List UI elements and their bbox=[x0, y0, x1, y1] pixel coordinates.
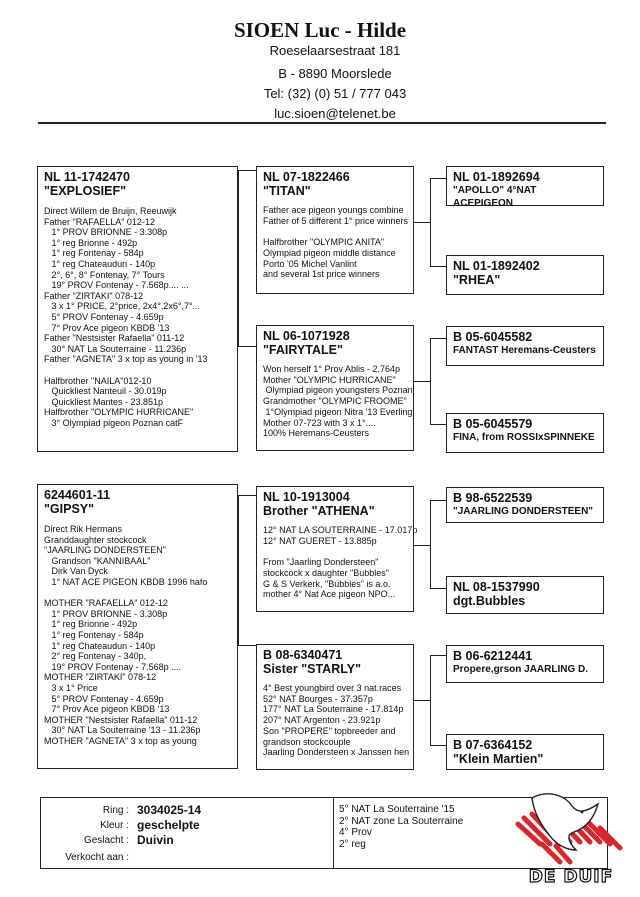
ssd-card bbox=[446, 255, 604, 295]
text-line: 3 x 1° PRICE, 2°price, 2x4°,2x6°,7°... bbox=[44, 301, 201, 312]
text-line: Olympiad pigeon middle distance bbox=[263, 247, 396, 258]
connector bbox=[430, 500, 431, 588]
connector bbox=[238, 495, 239, 645]
connector bbox=[238, 170, 256, 171]
address-city: B - 8890 Moorslede bbox=[278, 66, 392, 81]
connector bbox=[430, 424, 446, 425]
text-line: "JAARLING DONDERSTEEN" bbox=[44, 545, 166, 556]
email-address[interactable]: luc.sioen@telenet.be bbox=[274, 106, 396, 121]
connector bbox=[238, 645, 256, 646]
ddd-ring: B 07-6364152 bbox=[453, 738, 533, 752]
connector bbox=[430, 500, 446, 501]
text-line: 1° NAT ACE PIGEON KBDB 1996 hafo bbox=[44, 576, 208, 587]
ddd-name: "Klein Martien" bbox=[453, 752, 544, 766]
text-line: 100% Heremans-Ceusters bbox=[263, 428, 370, 439]
text-line: 1° reg Fontenay - 584p bbox=[44, 629, 144, 640]
text-line: 7° Prov Ace pigeon KBDB '13 bbox=[44, 322, 170, 333]
logo-text: DE DUIF bbox=[528, 867, 614, 887]
text-line bbox=[263, 546, 408, 557]
sold-label: Verkocht aan : bbox=[65, 852, 129, 863]
text-line: 1° reg Brionne - 492p bbox=[44, 237, 138, 248]
text-line: MOTHER "RAFAELLA" 012-12 bbox=[44, 598, 168, 609]
text-line: 7° Prov Ace pigeon KBDB '13 bbox=[44, 704, 170, 715]
dam-dam-name: Sister "STARLY" bbox=[263, 662, 361, 676]
text-line: Direct Willem de Bruijn, Reeuwijk bbox=[44, 206, 177, 216]
text-line: Quickliest Nanteuil - 30.019p bbox=[44, 386, 167, 397]
text-line: From "Jaarling Dondersteen" bbox=[263, 557, 379, 568]
sds-name: FANTAST Heremans-Ceusters bbox=[453, 345, 596, 356]
text-line: 1° reg Chateaudun - 140p bbox=[44, 640, 156, 651]
connector bbox=[238, 170, 239, 346]
text-line: Won herself 1° Prov Ablis - 2.764p bbox=[263, 364, 401, 374]
sire-dam-card bbox=[256, 325, 414, 451]
dss-ring: B 98-6522539 bbox=[453, 491, 533, 505]
ssd-name: "RHEA" bbox=[453, 273, 501, 287]
text-line: Father ace pigeon youngs combine bbox=[263, 205, 404, 215]
sire-sire-name: "TITAN" bbox=[263, 184, 311, 198]
text-line: 177° NAT La Souterraine - 17.814p bbox=[263, 704, 404, 715]
address-street: Roeselaarsestraat 181 bbox=[269, 43, 401, 58]
text-line: 1° reg Brionne - 492p bbox=[44, 619, 138, 630]
ring-value: 3034025-14 bbox=[137, 803, 202, 817]
dam-sire-notes bbox=[263, 525, 418, 600]
dds-ring: B 06-6212441 bbox=[453, 649, 533, 663]
text-line: 12° NAT LA SOUTERRAINE - 17.017p bbox=[263, 525, 418, 535]
text-line: 5° NAT La Souterraine '15 bbox=[339, 804, 455, 815]
dam-sire-card bbox=[256, 486, 418, 612]
dss-name: "JAARLING DONDERSTEEN" bbox=[453, 506, 594, 517]
dam-notes bbox=[44, 524, 232, 746]
text-line: 3° Olympiad pigeon Poznan catF bbox=[44, 417, 184, 428]
sire-dam-notes bbox=[263, 364, 413, 439]
text-line: Father "AGNETA" 3 x top as young in '13 bbox=[44, 354, 208, 365]
dam-dam-ring: B 08-6340471 bbox=[263, 648, 343, 662]
text-line: 2° reg Fontenay - 340p, bbox=[44, 651, 147, 662]
text-line bbox=[263, 226, 408, 237]
text-line: 2°, 6°, 8° Fontenay, 7° Tours bbox=[44, 269, 165, 280]
dsd-name: dgt.Bubbles bbox=[453, 594, 526, 608]
sss-name: "APOLLO" 4°NAT ACEPIGEON bbox=[453, 185, 537, 209]
text-line: Porto '05 Michel Vanlint bbox=[263, 258, 357, 269]
text-line: 2° NAT zone La Souterraine bbox=[339, 815, 464, 827]
dss-card bbox=[446, 487, 604, 523]
page-title: SIOEN Luc - Hilde bbox=[233, 18, 407, 42]
text-line: 1° reg Fontenay - 584p bbox=[44, 248, 144, 259]
ssd-ring: NL 01-1892402 bbox=[453, 259, 540, 273]
connector bbox=[238, 346, 256, 347]
text-line: Grandmother "OLYMPIC FROOME" bbox=[263, 396, 407, 407]
text-line: 3 x 1° Price bbox=[44, 682, 98, 693]
text-line: Father "ZIRTAKI" 078-12 bbox=[44, 290, 144, 301]
text-line: 1° reg Chateaudun - 140p bbox=[44, 258, 156, 269]
connector bbox=[430, 745, 446, 746]
text-line: 1° PROV BRIONNE - 3.308p bbox=[44, 608, 168, 619]
text-line: 4° Best youngbird over 3 nat.races bbox=[263, 683, 402, 693]
sire-dam-ring: NL 06-1071928 bbox=[263, 329, 350, 343]
sire-dam-name: "FAIRYTALE" bbox=[263, 343, 343, 357]
text-line: 19° PROV Fontenay - 7.568p.... ... bbox=[44, 280, 189, 291]
text-line: 1°Olympiad pigeon Nitra '13 Everling bbox=[263, 406, 413, 417]
ring-label: Ring : bbox=[102, 805, 129, 816]
dove-logo-icon bbox=[512, 784, 630, 888]
text-line: Halfbrother "OLYMPIC HURRICANE" bbox=[44, 407, 194, 418]
text-line: 4° Prov bbox=[339, 827, 372, 838]
dds-name: Propere,grson JAARLING D. bbox=[453, 664, 589, 675]
connector bbox=[430, 588, 446, 589]
text-line: Halfbrother "OLYMPIC ANITA" bbox=[263, 237, 385, 248]
color-label: Kleur : bbox=[100, 820, 129, 831]
dam-sire-ring: NL 10-1913004 bbox=[263, 490, 350, 504]
connector bbox=[430, 266, 446, 267]
text-line: 5° PROV Fontenay - 4.659p bbox=[44, 693, 164, 704]
text-line: G & S Verkerk, "Bubbles" is a.o. bbox=[263, 578, 391, 589]
text-line: Dirk Van Dyck bbox=[44, 566, 108, 577]
color-value: geschelpte bbox=[137, 818, 200, 832]
text-line: mother 4° Nat Ace pigeon NPO... bbox=[263, 589, 396, 600]
text-line: Quickliest Mantes - 23.851p bbox=[44, 396, 164, 407]
text-line: 12° NAT GUERET - 13.885p bbox=[263, 535, 377, 546]
sire-ring: NL 11-1742470 bbox=[44, 170, 130, 184]
text-line: Father "Nestsister Rafaella" 011-12 bbox=[44, 333, 185, 344]
text-line: Father of 5 different 1° price winners bbox=[263, 215, 409, 226]
text-line: stockcock x daughter "Bubbles" bbox=[263, 567, 389, 578]
connector bbox=[430, 338, 431, 424]
text-line: 1° PROV BRIONNE - 3.308p bbox=[44, 227, 168, 238]
results-list bbox=[339, 804, 463, 850]
sds-ring: B 05-6045582 bbox=[453, 330, 533, 344]
dam-name: "GIPSY" bbox=[44, 502, 95, 516]
dam-sire-name: Brother "ATHENA" bbox=[263, 504, 375, 518]
connector bbox=[414, 700, 430, 701]
connector bbox=[238, 495, 256, 496]
connector bbox=[414, 381, 430, 382]
sire-name: "EXPLOSIEF" bbox=[44, 184, 127, 198]
sdd-name: FINA, from ROSSIxSPINNEKE bbox=[453, 432, 595, 443]
text-line: Olympiad pigeon youngsters Poznan bbox=[263, 385, 413, 396]
text-line: 19° PROV Fontenay - 7.568p .... bbox=[44, 661, 182, 672]
text-line: Son "PROPERE" topbreeder and bbox=[263, 725, 396, 736]
sss-card bbox=[446, 166, 604, 209]
sex-value: Duivin bbox=[137, 833, 174, 847]
text-line bbox=[44, 588, 232, 599]
connector bbox=[414, 222, 430, 223]
sdd-ring: B 05-6045579 bbox=[453, 417, 533, 431]
text-line bbox=[44, 365, 232, 376]
sire-sire-notes bbox=[263, 205, 408, 280]
dam-card bbox=[37, 484, 238, 769]
text-line: MOTHER "AGNETA" 3 x top as young bbox=[44, 735, 197, 746]
sss-ring: NL 01-1892694 bbox=[453, 170, 540, 184]
dds-card bbox=[446, 645, 604, 683]
connector bbox=[430, 655, 446, 656]
sire-sire-ring: NL 07-1822466 bbox=[263, 170, 350, 184]
text-line: Father "RAFAELLA" 012-12 bbox=[44, 216, 155, 227]
sire-notes bbox=[44, 206, 232, 428]
text-line: Halfbrother "NAILA"012-10 bbox=[44, 375, 152, 386]
dam-ring: 6244601-11 bbox=[44, 488, 111, 502]
connector bbox=[430, 178, 431, 266]
text-line: MOTHER "ZIRTAKI" 078-12 bbox=[44, 672, 157, 683]
text-line: Grandson "KANNIBAAL" bbox=[44, 555, 151, 566]
connector bbox=[430, 178, 446, 179]
header-rule bbox=[38, 122, 606, 124]
text-line: 30° NAT La Souterraine '13 - 11.236p bbox=[44, 725, 201, 736]
footer-divider bbox=[333, 798, 334, 868]
text-line: Jaarling Dondersteen x Janssen hen bbox=[263, 747, 410, 758]
connector bbox=[430, 338, 446, 339]
connector bbox=[430, 655, 431, 745]
sdd-card bbox=[446, 413, 604, 453]
text-line: Mother "OLYMPIC HURRICANE" bbox=[263, 374, 396, 385]
text-line: 207° NAT Argenton - 23.921p bbox=[263, 715, 381, 726]
text-line: Direct Rik Hermans bbox=[44, 524, 123, 534]
de-duif-logo bbox=[512, 784, 630, 888]
text-line: 2° reg bbox=[339, 838, 366, 850]
sex-label: Geslacht : bbox=[83, 835, 129, 846]
dsd-ring: NL 08-1537990 bbox=[453, 580, 540, 594]
sire-card bbox=[37, 166, 238, 452]
sds-card bbox=[446, 326, 604, 366]
text-line: grandson stockcouple bbox=[263, 736, 351, 747]
text-line: 5° PROV Fontenay - 4.659p bbox=[44, 311, 164, 322]
dam-dam-card bbox=[256, 644, 414, 770]
text-line: MOTHER "Nestsister Rafaella" 011-12 bbox=[44, 714, 198, 725]
text-line: Mother 07-723 with 3 x 1°.... bbox=[263, 417, 376, 428]
ddd-card bbox=[446, 734, 604, 770]
dam-dam-notes bbox=[263, 683, 408, 758]
text-line: 52° NAT Bourges - 37.357p bbox=[263, 693, 373, 704]
text-line: Granddaughter stockcock bbox=[44, 534, 147, 545]
text-line: and several 1st price winners bbox=[263, 269, 380, 280]
text-line: 30° NAT La Souterraine - 11.236p bbox=[44, 343, 187, 354]
phone-number: Tel: (32) (0) 51 / 777 043 bbox=[263, 86, 407, 101]
sire-sire-card bbox=[256, 166, 414, 294]
dsd-card bbox=[446, 576, 604, 614]
connector bbox=[414, 545, 430, 546]
